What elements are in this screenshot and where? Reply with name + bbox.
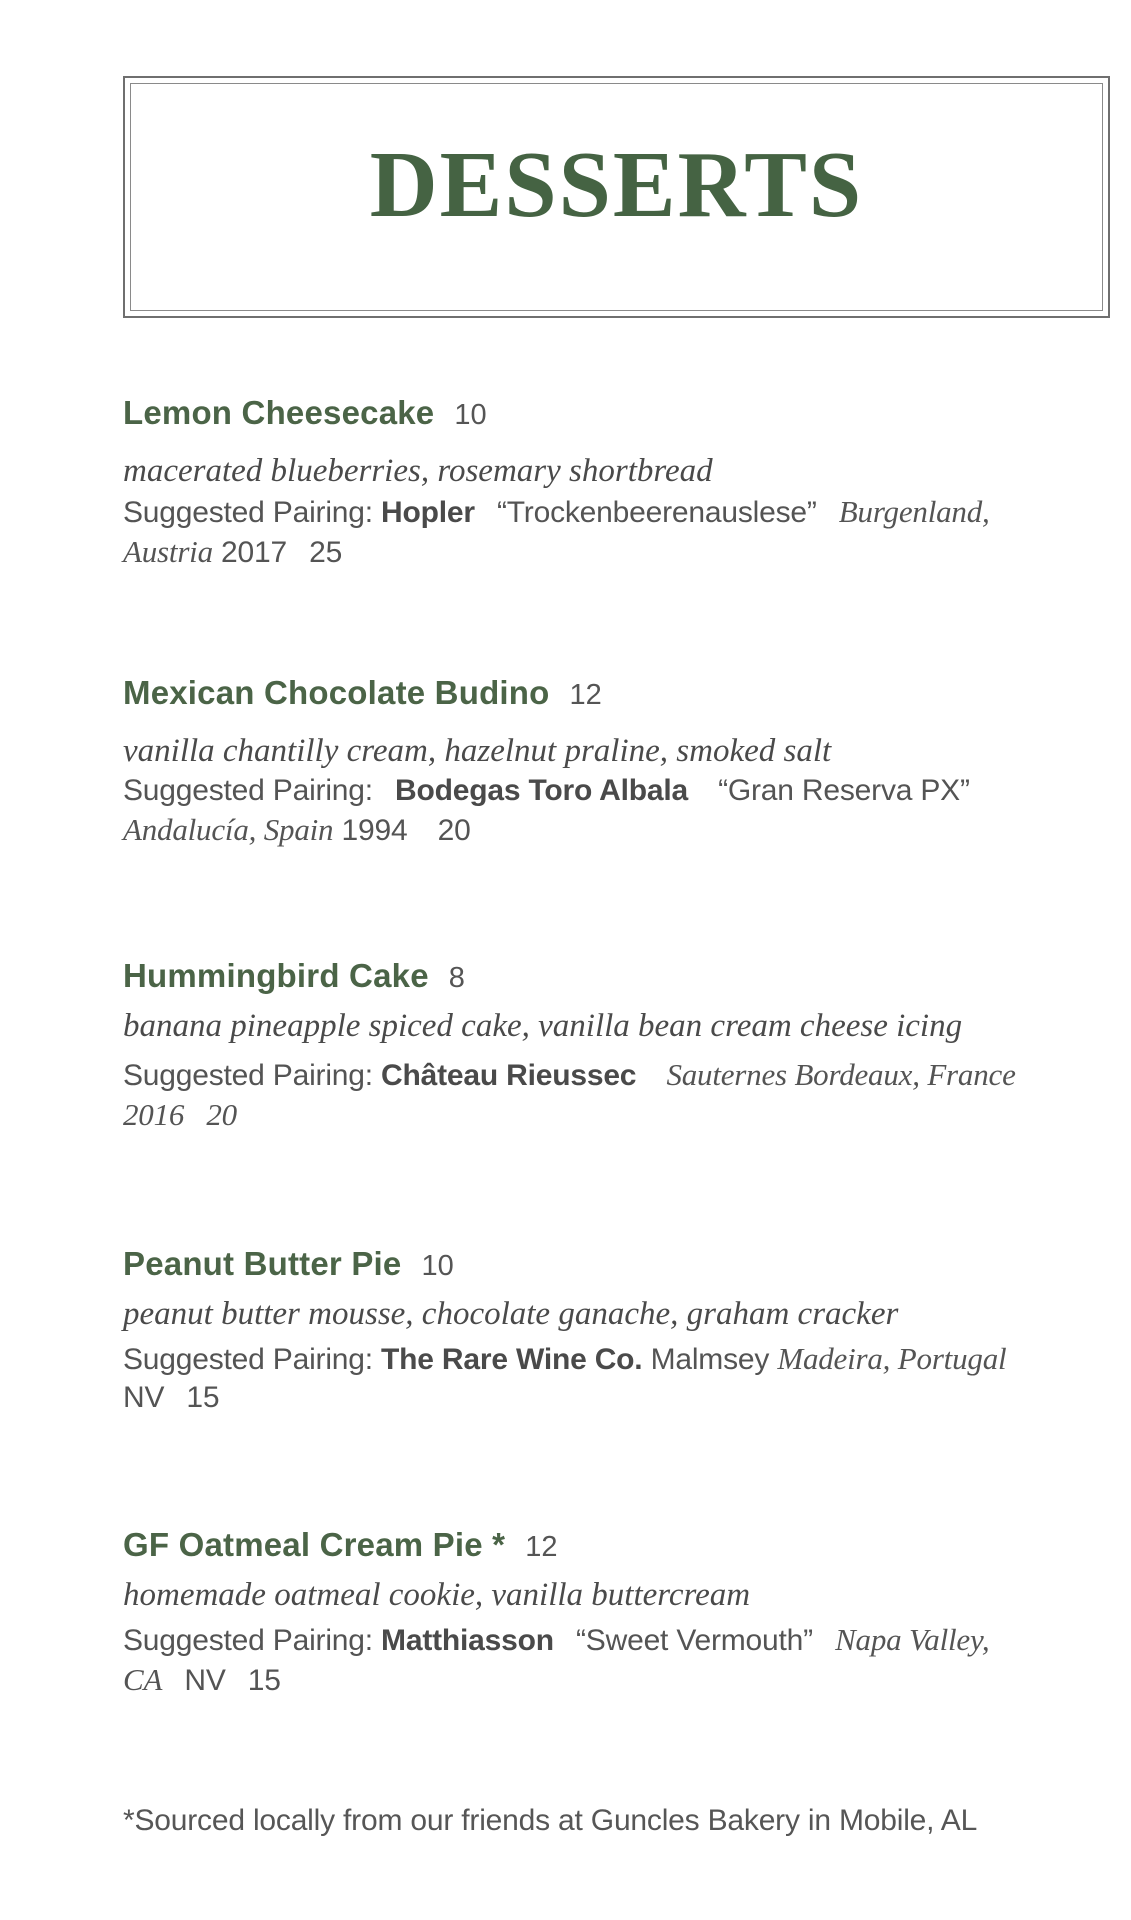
item-price: 8: [448, 962, 465, 994]
pairing-label: Suggested Pairing:: [123, 1058, 373, 1092]
pairing-label: Suggested Pairing:: [123, 773, 373, 807]
footnote-sourcing: *Sourced locally from our friends at Guncles Bakery in Mobile, AL: [123, 1804, 978, 1837]
pairing-region: Burgenland, Austria: [123, 493, 990, 569]
pairing-producer: The Rare Wine Co.: [381, 1342, 643, 1376]
menu-title: DESSERTS: [369, 133, 864, 237]
title-frame: [123, 76, 1110, 318]
item-description: banana pineapple spiced cake, vanilla bean cream cheese icing: [123, 1008, 963, 1044]
menu-item-hummingbird-cake: [123, 957, 1023, 1135]
pairing-producer: Château Rieussec: [381, 1058, 637, 1092]
pairing-price: 15: [247, 1663, 281, 1697]
wine-pairing: [123, 1055, 1023, 1136]
item-name: Lemon Cheesecake: [123, 394, 435, 431]
pairing-label: Suggested Pairing:: [123, 1342, 373, 1376]
pairing-vintage: 1994: [341, 813, 408, 847]
item-description: vanilla chantilly cream, hazelnut praline, smoked salt: [123, 733, 832, 769]
pairing-price: 25: [309, 535, 343, 569]
pairing-wine: Malmsey: [650, 1342, 770, 1376]
pairing-wine: “Gran Reserva PX”: [718, 773, 970, 807]
pairing-price: 15: [186, 1380, 220, 1414]
pairing-label: Suggested Pairing:: [123, 495, 373, 529]
item-description: peanut butter mousse, chocolate ganache, graham cracker: [123, 1296, 899, 1332]
wine-pairing: [123, 772, 1023, 851]
menu-item-lemon-cheesecake: [123, 394, 1023, 572]
pairing-wine: “Sweet Vermouth”: [576, 1623, 813, 1657]
pairing-region: Sauternes Bordeaux, France: [666, 1056, 1016, 1092]
pairing-producer: Bodegas Toro Albala: [395, 773, 688, 807]
pairing-region: Napa Valley, CA: [123, 1621, 990, 1697]
item-description: homemade oatmeal cookie, vanilla buttercream: [123, 1577, 751, 1613]
menu-item-gf-oatmeal-cream-pie: [123, 1526, 1023, 1700]
menu-item-mexican-chocolate-budino: [123, 674, 1023, 850]
item-price: 12: [569, 679, 602, 711]
item-price: 10: [421, 1250, 454, 1282]
pairing-vintage: NV: [123, 1380, 165, 1414]
wine-pairing: [123, 1339, 1023, 1418]
item-description: macerated blueberries, rosemary shortbread: [123, 453, 713, 489]
wine-pairing: [123, 1620, 1023, 1701]
item-name: Mexican Chocolate Budino: [123, 674, 550, 711]
pairing-vintage: 2017: [221, 535, 287, 569]
pairing-price: 20: [437, 813, 471, 847]
pairing-region: Madeira, Portugal: [777, 1340, 1007, 1376]
menu-item-peanut-butter-pie: [123, 1245, 1023, 1417]
item-price: 10: [454, 399, 487, 431]
item-name: Hummingbird Cake: [123, 957, 429, 994]
pairing-price: 20: [206, 1096, 237, 1132]
pairing-producer: Matthiasson: [381, 1623, 554, 1657]
item-price: 12: [525, 1531, 558, 1563]
pairing-producer: Hopler: [381, 495, 475, 529]
wine-pairing: [123, 492, 1023, 573]
pairing-label: Suggested Pairing:: [123, 1623, 373, 1657]
pairing-region: Andalucía, Spain: [123, 811, 334, 847]
item-name: GF Oatmeal Cream Pie *: [123, 1526, 506, 1563]
item-name: Peanut Butter Pie: [123, 1245, 402, 1282]
pairing-vintage: 2016: [123, 1096, 185, 1132]
pairing-vintage: NV: [184, 1663, 226, 1697]
pairing-wine: “Trockenbeerenauslese”: [497, 495, 817, 529]
